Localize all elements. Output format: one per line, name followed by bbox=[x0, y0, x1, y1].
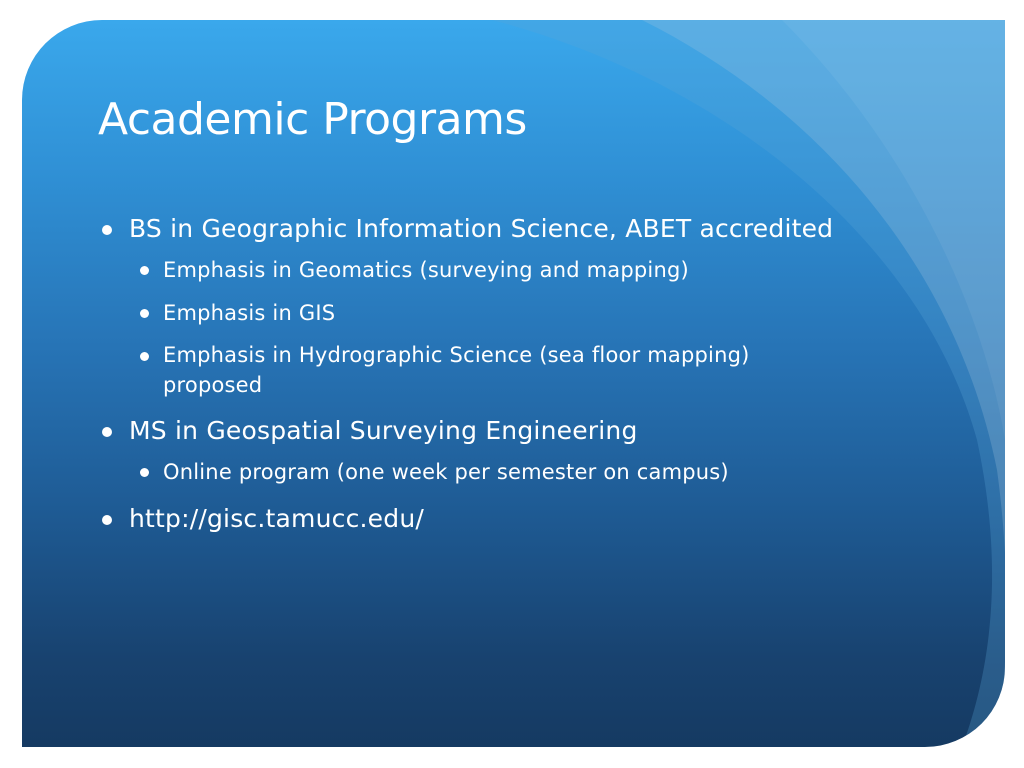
bullet-dot-icon bbox=[140, 352, 149, 361]
bullet-dot-icon bbox=[140, 309, 149, 318]
url-link[interactable]: http://gisc.tamucc.edu/ bbox=[129, 504, 424, 533]
slide bbox=[22, 20, 1005, 747]
bullet-dot-icon bbox=[102, 225, 112, 235]
sub-list-item-text-continued: proposed bbox=[163, 373, 263, 397]
sub-list-item bbox=[100, 340, 960, 400]
sub-list-item bbox=[100, 456, 960, 488]
list-item bbox=[100, 414, 960, 448]
sub-list-item-text: Online program (one week per semester on campus) bbox=[163, 460, 729, 484]
bullet-dot-icon bbox=[140, 266, 149, 275]
sub-list-item-text: Emphasis in Hydrographic Science (sea floor mapping) bbox=[163, 343, 750, 367]
bullet-dot-icon bbox=[102, 427, 112, 437]
bullet-list bbox=[100, 212, 960, 544]
sub-list-item bbox=[100, 254, 960, 286]
bullet-dot-icon bbox=[102, 515, 112, 525]
bullet-dot-icon bbox=[140, 468, 149, 477]
list-item bbox=[100, 212, 960, 246]
sub-list-item-text: Emphasis in Geomatics (surveying and mapping) bbox=[163, 258, 689, 282]
sub-list-item bbox=[100, 297, 960, 329]
list-item-text: BS in Geographic Information Science, ABET accredited bbox=[129, 214, 834, 243]
list-item[interactable] bbox=[100, 502, 960, 536]
list-item-text: MS in Geospatial Surveying Engineering bbox=[129, 416, 638, 445]
slide-title: Academic Programs bbox=[98, 94, 527, 145]
sub-list-item-text: Emphasis in GIS bbox=[163, 301, 336, 325]
